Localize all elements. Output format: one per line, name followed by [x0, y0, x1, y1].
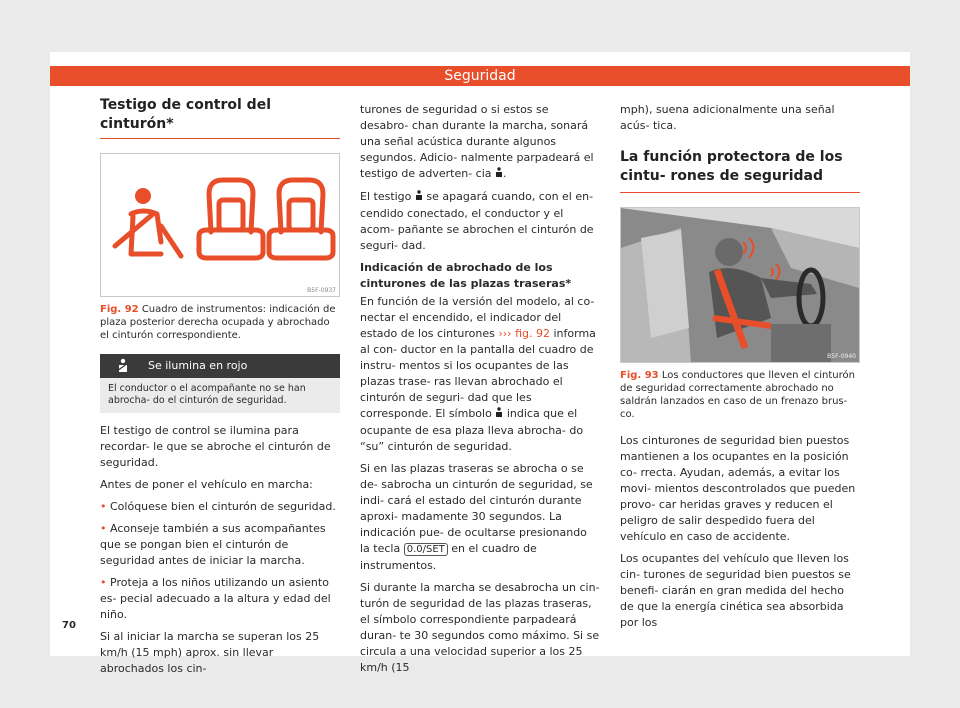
figure-caption-text: Los conductores que lleven el cinturón de seguridad correctamente abrochado no saldrán lanzados en caso de un frenazo brus- co.	[620, 370, 855, 420]
bullet-icon: •	[100, 576, 107, 589]
seatbelt-icon	[415, 190, 423, 206]
warning-light-bar	[100, 354, 340, 378]
text: En función de la versión del modelo, al co- nectar el encendido, el indicador del estado de los cinturones	[360, 295, 595, 340]
section-title-seatbelt-warning: Testigo de control del cinturón*	[100, 97, 272, 132]
column-1	[100, 96, 340, 683]
seatbelt-icon	[495, 167, 503, 183]
paragraph: El testigo de control se ilumina para recordar- le que se abroche el cinturón de seguridad.	[100, 424, 331, 469]
seatbelt-warning-icon	[116, 358, 130, 383]
text: informa al con- ductor en la pantalla del cuadro de instru- mentos si los ocupantes de las plazas trase- ras llevan abrochado el cinturón de seguri- dad que les corresponde. El símbolo	[360, 327, 596, 420]
warning-title: Se ilumina en rojo	[148, 359, 248, 372]
text: en el cuadro de instrumentos.	[360, 542, 537, 572]
text: El testigo	[360, 190, 412, 203]
paragraph: Si al iniciar la marcha se superan los 25 km/h (15 mph) aprox. sin llevar abrochados los cin-	[100, 630, 320, 675]
figure-number: Fig. 92	[100, 304, 139, 315]
page-number: 70	[62, 620, 76, 631]
subheading-rear-belts: Indicación de abrochado de los cinturones de las plazas traseras*	[360, 261, 572, 290]
paragraph: mph), suena adicionalmente una señal acús- tica.	[620, 103, 835, 132]
figure-92	[100, 153, 340, 297]
section-title-seatbelt-protection: La función protectora de los cintu- rones de seguridad	[620, 149, 843, 184]
page-header: Seguridad	[50, 66, 910, 86]
bullet-icon: •	[100, 500, 107, 513]
set-key: 0.0/SET	[404, 543, 448, 556]
paragraph: Los cinturones de seguridad bien puestos mantienen a los ocupantes en la posición co- rrecta. Ayudan, además, a evitar los movi- mientos descontrolados que pueden provo- car heridas graves y reducen el peligro de salir despedido fuera del vehículo en caso de accidente.	[620, 434, 856, 543]
figure-93	[620, 207, 860, 363]
figure-93-caption	[620, 369, 860, 421]
figure-reference-link[interactable]: ››› fig. 92	[498, 327, 550, 340]
figure-caption-text: Cuadro de instrumentos: indicación de plaza posterior derecha ocupada y abrochado el cinturón correspondiente.	[100, 304, 336, 341]
figure-92-caption	[100, 303, 340, 342]
section-title-wrap	[100, 96, 340, 139]
paragraph	[360, 102, 600, 183]
driver-with-seatbelt-illustration	[621, 208, 859, 362]
list-item	[100, 575, 340, 623]
bullet-icon: •	[100, 522, 107, 535]
paragraph	[360, 461, 600, 574]
figure-code: B5F-0937	[307, 287, 336, 294]
column-2	[360, 102, 600, 682]
text: se apagará cuando, con el en- cendido conectado, el conductor y el acom- pañante se abrochen el cinturón de seguri- dad.	[360, 190, 594, 252]
warning-body: El conductor o el acompañante no se han abrocha- do el cinturón de seguridad.	[100, 378, 340, 413]
figure-number: Fig. 93	[620, 370, 659, 381]
paragraph: Los ocupantes del vehículo que lleven los cin- turones de seguridad bien puestos se benefi- ciarán en gran medida del hecho de que la energía cinética sea absorbida por los	[620, 552, 851, 629]
list-item-text: Colóquese bien el cinturón de seguridad.	[110, 500, 336, 513]
paragraph	[360, 294, 600, 455]
text: .	[503, 167, 507, 180]
list-item-text: Aconseje también a sus acompañantes que se pongan bien el cinturón de seguridad antes de iniciar la marcha.	[100, 522, 326, 567]
column-3	[620, 102, 860, 637]
text: Si en las plazas traseras se abrocha o se de- sabrocha un cinturón de seguridad, se indi- cará el estado del cinturón durante aproxi- madamente 30 segundos. La indicación pue- de ocultarse presionando la tecla	[360, 462, 593, 555]
figure-code: B5F-0940	[827, 353, 856, 360]
section-title-wrap	[620, 148, 860, 193]
paragraph: Si durante la marcha se desabrocha un cin- turón de seguridad de las plazas traseras, el símbolo correspondiente parpadeará duran- te 30 segundos como máximo. Si se circula a una velocidad superior a los 25 km/h (15	[360, 581, 600, 674]
paragraph: Antes de poner el vehículo en marcha:	[100, 478, 313, 491]
list-item	[100, 521, 340, 569]
seatbelt-icon	[495, 407, 503, 423]
list-item	[100, 499, 340, 515]
paragraph	[360, 189, 600, 254]
text: indica que el ocupante de esa plaza lleva abrocha- do “su” cinturón de seguridad.	[360, 407, 584, 453]
seatbelt-indicator-illustration	[101, 154, 339, 296]
text: turones de seguridad o si estos se desabro- chan durante la marcha, sonará una señal acústica durante algunos segundos. Adicio- nalmente parpadeará el testigo de adverten- cia	[360, 103, 594, 180]
list-item-text: Proteja a los niños utilizando un asiento es- pecial adecuado a la altura y edad del niño.	[100, 576, 331, 621]
